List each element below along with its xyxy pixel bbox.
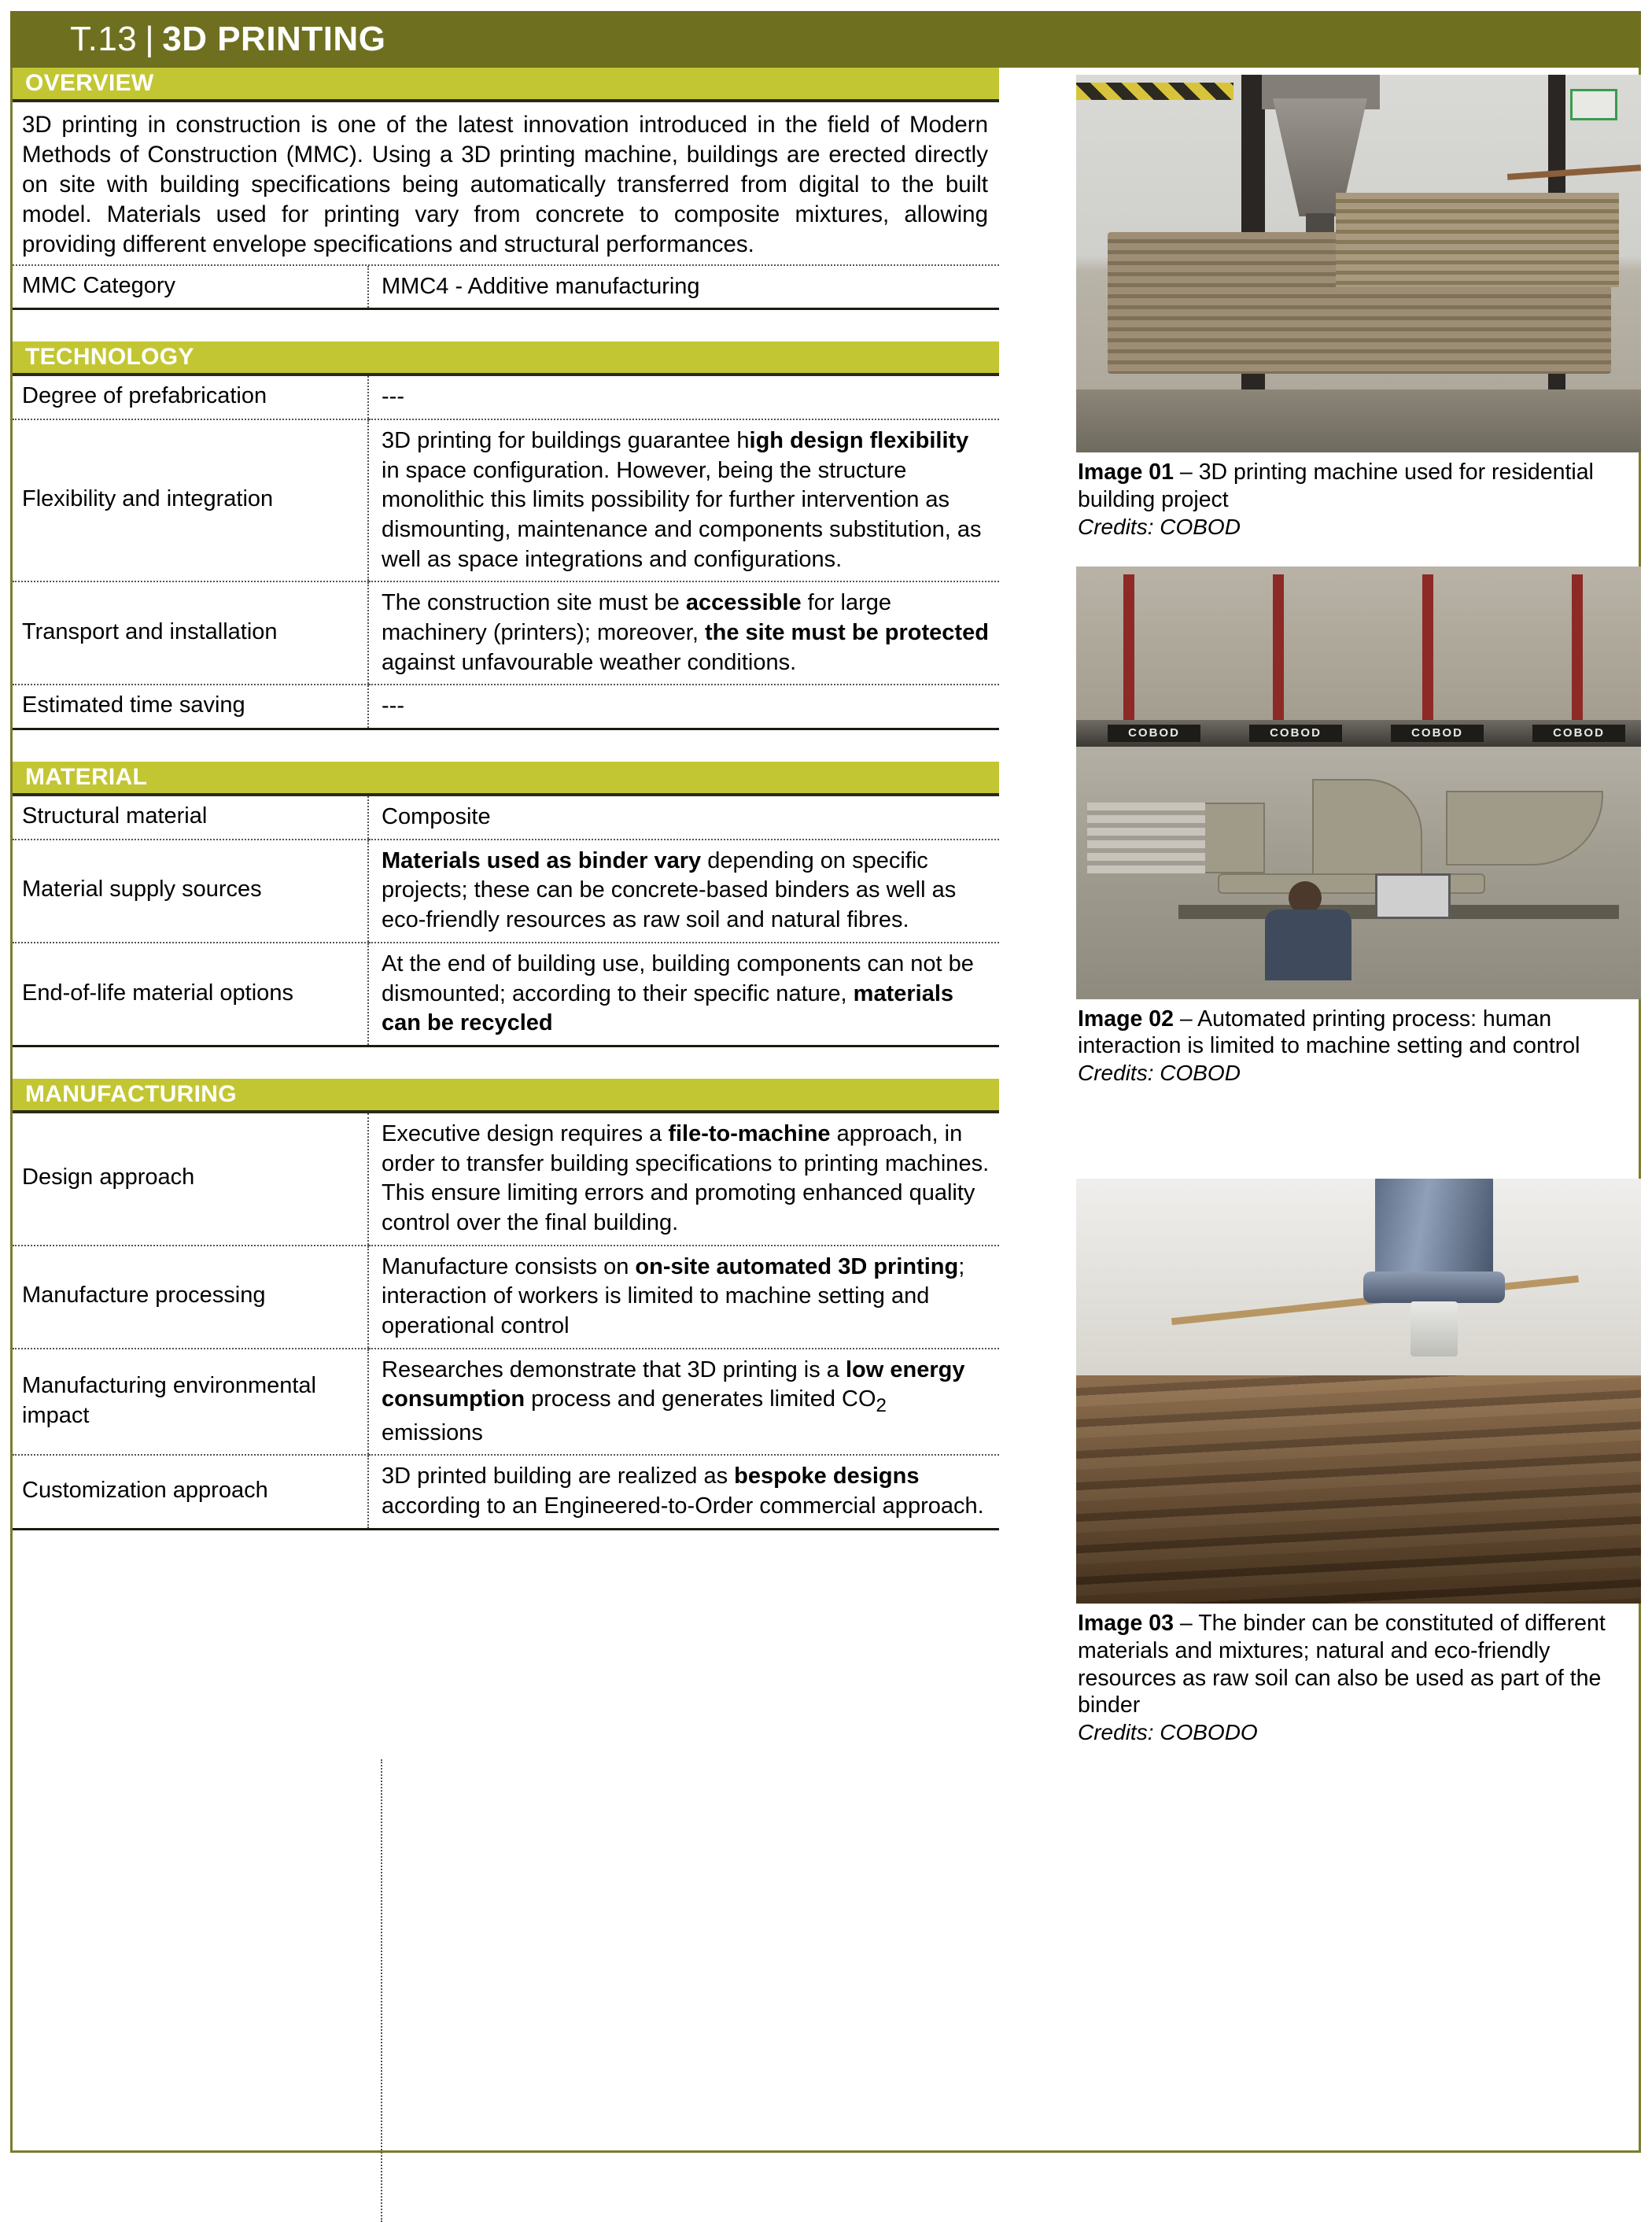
- section-label-technology: TECHNOLOGY: [25, 344, 194, 371]
- sheet-code: T.13: [70, 20, 138, 58]
- cell-text-part-1: file-to-machine: [668, 1120, 831, 1146]
- material-table: [13, 796, 999, 1047]
- manufacturing-table: [13, 1113, 999, 1530]
- figure-caption-text-02: Automated printing process: human interaction is limited to machine setting and control: [1078, 1006, 1580, 1059]
- row-label: Material supply sources: [13, 840, 368, 943]
- rebar-bar: [1507, 164, 1641, 180]
- figure-credits-01: Credits: COBOD: [1078, 514, 1241, 539]
- cell-text-part-0: Researches demonstrate that 3D printing is a: [382, 1356, 846, 1382]
- cell-text-part-1: depending on specific projects; these can be concrete-based binders as well as eco-friendly resources as raw soil and natural fibres.: [382, 847, 957, 933]
- spacer-figure-1-2: [1076, 540, 1641, 567]
- cell-text-part-4: against unfavourable weather conditions.: [382, 649, 797, 675]
- red-truss-3: [1422, 574, 1433, 724]
- cell-text-part-1: materials can be recycled: [382, 980, 954, 1036]
- document-title-bar: [10, 11, 1641, 68]
- cell-text-part-0: Manufacture consists on: [382, 1253, 636, 1279]
- section-header-technology: [13, 341, 999, 376]
- row-value: [368, 581, 999, 685]
- row-label: MMC Category: [13, 266, 368, 309]
- figure-image-03: [1076, 1179, 1641, 1604]
- figure-dash-02: –: [1179, 1006, 1193, 1032]
- row-label: End-of-life material options: [13, 943, 368, 1046]
- figure-image-02: [1076, 567, 1641, 999]
- table-row: [13, 1455, 999, 1529]
- row-value: [368, 840, 999, 943]
- section-label-manufacturing: MANUFACTURING: [25, 1080, 237, 1107]
- section-header-material: [13, 762, 999, 796]
- cell-text-part-2: for large machinery (printers); moreover,: [382, 590, 892, 646]
- cobod-logo-2: COBOD: [1249, 725, 1342, 742]
- cell-text-part-0: At the end of building use, building components can not be dismounted; according to their specific nature,: [382, 950, 974, 1006]
- table-row: [13, 376, 999, 419]
- cell-text-part-2: process and generates limited CO: [525, 1386, 876, 1412]
- row-value: [368, 1349, 999, 1456]
- cobod-logo-1: COBOD: [1108, 725, 1200, 742]
- figure-dash-01: –: [1179, 460, 1193, 485]
- column-divider-line: [381, 1759, 382, 2222]
- row-value: [368, 1113, 999, 1246]
- cell-text-part-0: 3D printed building are realized as: [382, 1463, 735, 1489]
- table-row: [13, 581, 999, 685]
- table-row: [13, 1113, 999, 1246]
- red-truss-1: [1123, 574, 1134, 724]
- cell-text-part-0: Executive design requires a: [382, 1120, 669, 1146]
- row-value: [368, 943, 999, 1046]
- specification-column: [13, 68, 999, 2153]
- sheet-title: 3D PRINTING: [162, 20, 386, 58]
- row-label: Design approach: [13, 1113, 368, 1246]
- row-label: Estimated time saving: [13, 685, 368, 729]
- figures-column: [1076, 75, 1641, 1745]
- cell-text-part-4: emissions: [382, 1419, 483, 1445]
- table-filler-area: [25, 1759, 1012, 2222]
- table-row: [13, 943, 999, 1046]
- row-label: Manufacture processing: [13, 1246, 368, 1349]
- cell-text-part-3: 2: [876, 1395, 887, 1417]
- spacer-overview-technology: [13, 310, 999, 341]
- table-row: [13, 796, 999, 840]
- row-value: [368, 1455, 999, 1529]
- wall-sign: [1570, 89, 1617, 120]
- row-label: Customization approach: [13, 1455, 368, 1529]
- operator-laptop: [1375, 873, 1451, 919]
- table-row: [13, 685, 999, 729]
- overview-paragraph: 3D printing in construction is one of the latest innovation introduced in the field of Modern Methods of Construction (MMC). Using a 3D printing machine, buildings are erected directly on site with building specifications being automatically transferred from digital to the built model. Materials used for printing vary from concrete to composite mixtures, allowing providing different envelope specifications and structural performances.: [13, 102, 999, 266]
- spacer-figure-2-3: [1076, 1086, 1641, 1179]
- workshop-floor: [1076, 389, 1641, 452]
- section-header-overview: [13, 68, 999, 102]
- table-row: [13, 266, 999, 309]
- section-label-overview: OVERVIEW: [25, 70, 154, 96]
- cell-text-part-1: low energy consumption: [382, 1356, 965, 1412]
- row-label: Degree of prefabrication: [13, 376, 368, 419]
- red-truss-4: [1572, 574, 1583, 724]
- row-value: [368, 1246, 999, 1349]
- printed-wall-center: [1312, 779, 1422, 881]
- row-value: MMC4 - Additive manufacturing: [368, 266, 999, 309]
- figure-caption-text-03: The binder can be constituted of different materials and mixtures; natural and eco-friendly resources as raw soil can also be used as part of the binder: [1078, 1611, 1606, 1718]
- title-separator: |: [145, 20, 155, 58]
- nozzle-white-tip: [1410, 1301, 1458, 1356]
- background-warehouse-wall: [1076, 567, 1641, 724]
- cell-text-part-1: igh design flexibility: [749, 427, 969, 453]
- technology-table: [13, 376, 999, 730]
- figure-caption-02: [1076, 999, 1641, 1061]
- cobod-logo-3: COBOD: [1391, 725, 1484, 742]
- cell-text-part-1: accessible: [685, 590, 802, 616]
- table-row: [13, 1246, 999, 1349]
- spacer-material-manufacturing: [13, 1047, 999, 1079]
- table-row: [13, 1349, 999, 1456]
- row-label: Manufacturing environmental impact: [13, 1349, 368, 1456]
- cell-text-part-2: ; interaction of workers is limited to machine setting and operational control: [382, 1253, 965, 1339]
- figure-label-01: Image 01: [1078, 460, 1174, 485]
- nozzle-collar: [1363, 1272, 1505, 1303]
- row-label: Transport and installation: [13, 581, 368, 685]
- cell-text-part-0: 3D printing for buildings guarantee h: [382, 427, 750, 453]
- spacer-technology-material: [13, 730, 999, 762]
- figure-caption-03: [1076, 1604, 1641, 1719]
- cell-text-part-1: bespoke designs: [734, 1463, 920, 1489]
- row-value: Composite: [368, 796, 999, 840]
- row-value: ---: [368, 376, 999, 419]
- cell-text-part-2: according to an Engineered-to-Order commercial approach.: [382, 1493, 984, 1519]
- cell-text-part-2: in space configuration. However, being the structure monolithic this limits possibility for further intervention as dismounting, maintenance and components substitution, as well as space integrations and configurations.: [382, 457, 982, 572]
- figure-dash-03: –: [1179, 1611, 1193, 1637]
- binder-layers-shading: [1076, 1375, 1641, 1604]
- cell-text-part-1: on-site automated 3D printing: [635, 1253, 959, 1279]
- red-truss-2: [1273, 574, 1284, 724]
- figure-label-02: Image 02: [1078, 1006, 1174, 1032]
- row-label: Structural material: [13, 796, 368, 840]
- table-row: [13, 840, 999, 943]
- printed-layers-back: [1336, 193, 1619, 287]
- cell-text-part-0: Materials used as binder vary: [382, 847, 702, 873]
- figure-credits-02: Credits: COBOD: [1078, 1061, 1241, 1086]
- section-header-manufacturing: [13, 1079, 999, 1113]
- hazard-stripe: [1076, 83, 1233, 100]
- row-value: [368, 419, 999, 581]
- cobod-logo-4: COBOD: [1532, 725, 1625, 742]
- figure-caption-01: [1076, 452, 1641, 514]
- table-row: [13, 419, 999, 581]
- row-label: Flexibility and integration: [13, 419, 368, 581]
- figure-image-01: [1076, 75, 1641, 452]
- cell-text-part-2: approach, in order to transfer building specifications to printing machines. This ensure limiting errors and promoting enhanced quality control over the final building.: [382, 1120, 990, 1235]
- figure-caption-text-01: 3D printing machine used for residential building project: [1078, 460, 1594, 512]
- overview-table: [13, 266, 999, 311]
- section-label-material: MATERIAL: [25, 764, 148, 791]
- row-value: ---: [368, 685, 999, 729]
- cell-text-part-3: the site must be protected: [704, 620, 989, 646]
- cell-text-part-0: The construction site must be: [382, 590, 686, 616]
- operator-body: [1265, 910, 1351, 980]
- material-pallets: [1087, 803, 1205, 873]
- figure-credits-03: Credits: COBODO: [1078, 1720, 1258, 1745]
- figure-label-03: Image 03: [1078, 1611, 1174, 1637]
